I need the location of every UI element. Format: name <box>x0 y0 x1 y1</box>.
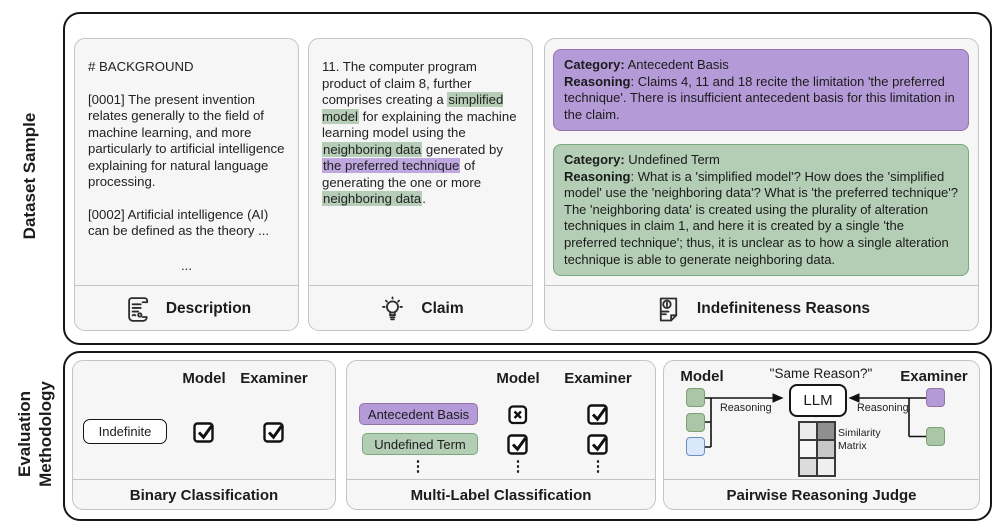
evaluation-methodology-section-label: Evaluation Methodology <box>15 381 55 487</box>
claim-highlight-neighboring-data: neighboring data <box>323 141 422 157</box>
category-value: Undefined Term <box>624 152 720 167</box>
pairwise-footer-label: Pairwise Reasoning Judge <box>726 487 917 504</box>
reasoning-arrow-label-right: Reasoning <box>857 402 909 414</box>
examiner-reason-square-green <box>926 427 945 446</box>
examiner-reason-square-purple <box>926 388 945 407</box>
multilabel-examiner-header: Examiner <box>564 370 632 387</box>
similarity-matrix-label: Similarity Matrix <box>838 427 881 452</box>
claim-text <box>309 39 532 208</box>
indefiniteness-reasons-panel <box>544 38 979 331</box>
checkbox-checked-icon <box>585 401 611 427</box>
reasoning-label: Reasoning <box>564 168 631 184</box>
matrix-cell <box>817 458 835 476</box>
category-label: Category: <box>564 152 625 167</box>
description-footer-label: Description <box>165 300 252 317</box>
pairwise-footer <box>664 479 979 511</box>
background-heading: # BACKGROUND <box>88 59 194 74</box>
similarity-matrix <box>798 421 836 477</box>
model-reason-square-blue <box>686 437 705 456</box>
pairwise-model-header: Model <box>680 368 724 385</box>
claim-segment: of generating the one or more <box>322 158 482 190</box>
reasoning-value: : What is a 'simplified model'? How does the 'simplified model' use the 'neighboring data'? What is 'the preferred technique'? The 'neighboring data' is created using the plurality of alteration techniques in claim 1, and here it is created by a single 'the preferred technique'; thus, it is unclear as to how a single alteration technique is able to generate neighboring data. <box>564 168 958 267</box>
alert-document-icon <box>653 294 684 325</box>
model-reason-square-green <box>686 413 705 432</box>
claim-footer-label: Claim <box>421 300 464 317</box>
category-label: Category: <box>564 57 625 72</box>
checkbox-checked-icon <box>585 431 611 457</box>
binary-examiner-header: Examiner <box>240 370 308 387</box>
binary-footer <box>73 479 335 511</box>
binary-classification-panel <box>72 360 336 510</box>
claim-segment: . <box>422 191 426 206</box>
multilabel-classification-panel <box>346 360 656 510</box>
claim-segment: for explaining the machine learning model using the <box>322 108 517 140</box>
indefiniteness-footer-label: Indefiniteness Reasons <box>696 300 871 317</box>
description-text <box>75 39 298 274</box>
matrix-cell <box>799 422 817 440</box>
claim-highlight-simplified-model: simplified model <box>322 92 504 124</box>
reasoning-value: : Claims 4, 11 and 18 recite the limitation 'the preferred technique'. There is insufficient antecedent basis for this limitation in the claim. <box>564 73 955 122</box>
claim-segment: generated by <box>422 141 503 157</box>
reasoning-label: Reasoning <box>564 73 631 89</box>
claim-highlight-preferred-technique: the preferred technique <box>323 158 460 173</box>
description-panel <box>74 38 299 331</box>
pairwise-judge-panel <box>663 360 980 510</box>
undefined-term-pill: Undefined Term <box>362 433 478 455</box>
indefiniteness-footer <box>545 285 978 332</box>
description-footer <box>75 285 298 332</box>
reason-box-undefined-term <box>553 144 969 276</box>
category-value: Antecedent Basis <box>624 57 729 72</box>
claim-panel <box>308 38 533 331</box>
description-paragraph-2: [0002] Artificial intelligence (AI) can be defined as the theory ... <box>88 206 270 238</box>
claim-segment: 11. The computer program product of claim 8, further comprises creating a <box>322 59 477 107</box>
description-paragraph-1: [0001] The present invention relates generally to the field of machine learning, and more particularly to artificial intelligence explaining for natural language processing. <box>88 91 285 189</box>
llm-box: LLM <box>789 384 847 417</box>
claim-footer <box>309 285 532 332</box>
examiner-ellipsis: ⋮ <box>590 458 606 475</box>
multilabel-footer <box>347 479 655 511</box>
model-reason-square-green <box>686 388 705 407</box>
scroll-document-icon <box>122 294 153 325</box>
model-ellipsis: ⋮ <box>510 458 526 475</box>
multilabel-model-header: Model <box>496 370 540 387</box>
reasoning-arrow-label-left: Reasoning <box>720 402 772 414</box>
matrix-cell <box>817 422 835 440</box>
binary-model-header: Model <box>182 370 226 387</box>
binary-footer-label: Binary Classification <box>129 487 279 504</box>
claim-highlight-neighboring-data-2: neighboring data <box>323 191 422 206</box>
rows-ellipsis: ⋮ <box>410 458 426 475</box>
dataset-sample-section-label: Dataset Sample <box>20 112 39 240</box>
checkbox-checked-icon <box>505 431 531 457</box>
matrix-cell <box>799 458 817 476</box>
reason-box-antecedent-basis <box>553 49 969 131</box>
same-reason-question: "Same Reason?" <box>769 366 873 381</box>
pairwise-examiner-header: Examiner <box>900 368 968 385</box>
matrix-cell <box>799 440 817 458</box>
checkbox-crossed-icon <box>505 401 531 427</box>
checkbox-checked-icon <box>261 419 287 445</box>
lightbulb-icon <box>377 294 408 325</box>
checkbox-checked-icon <box>191 419 217 445</box>
matrix-cell <box>817 440 835 458</box>
description-ellipsis: ... <box>181 257 192 273</box>
multilabel-footer-label: Multi-Label Classification <box>410 487 592 504</box>
antecedent-basis-pill: Antecedent Basis <box>359 403 478 425</box>
indefinite-label-box: Indefinite <box>83 419 167 444</box>
